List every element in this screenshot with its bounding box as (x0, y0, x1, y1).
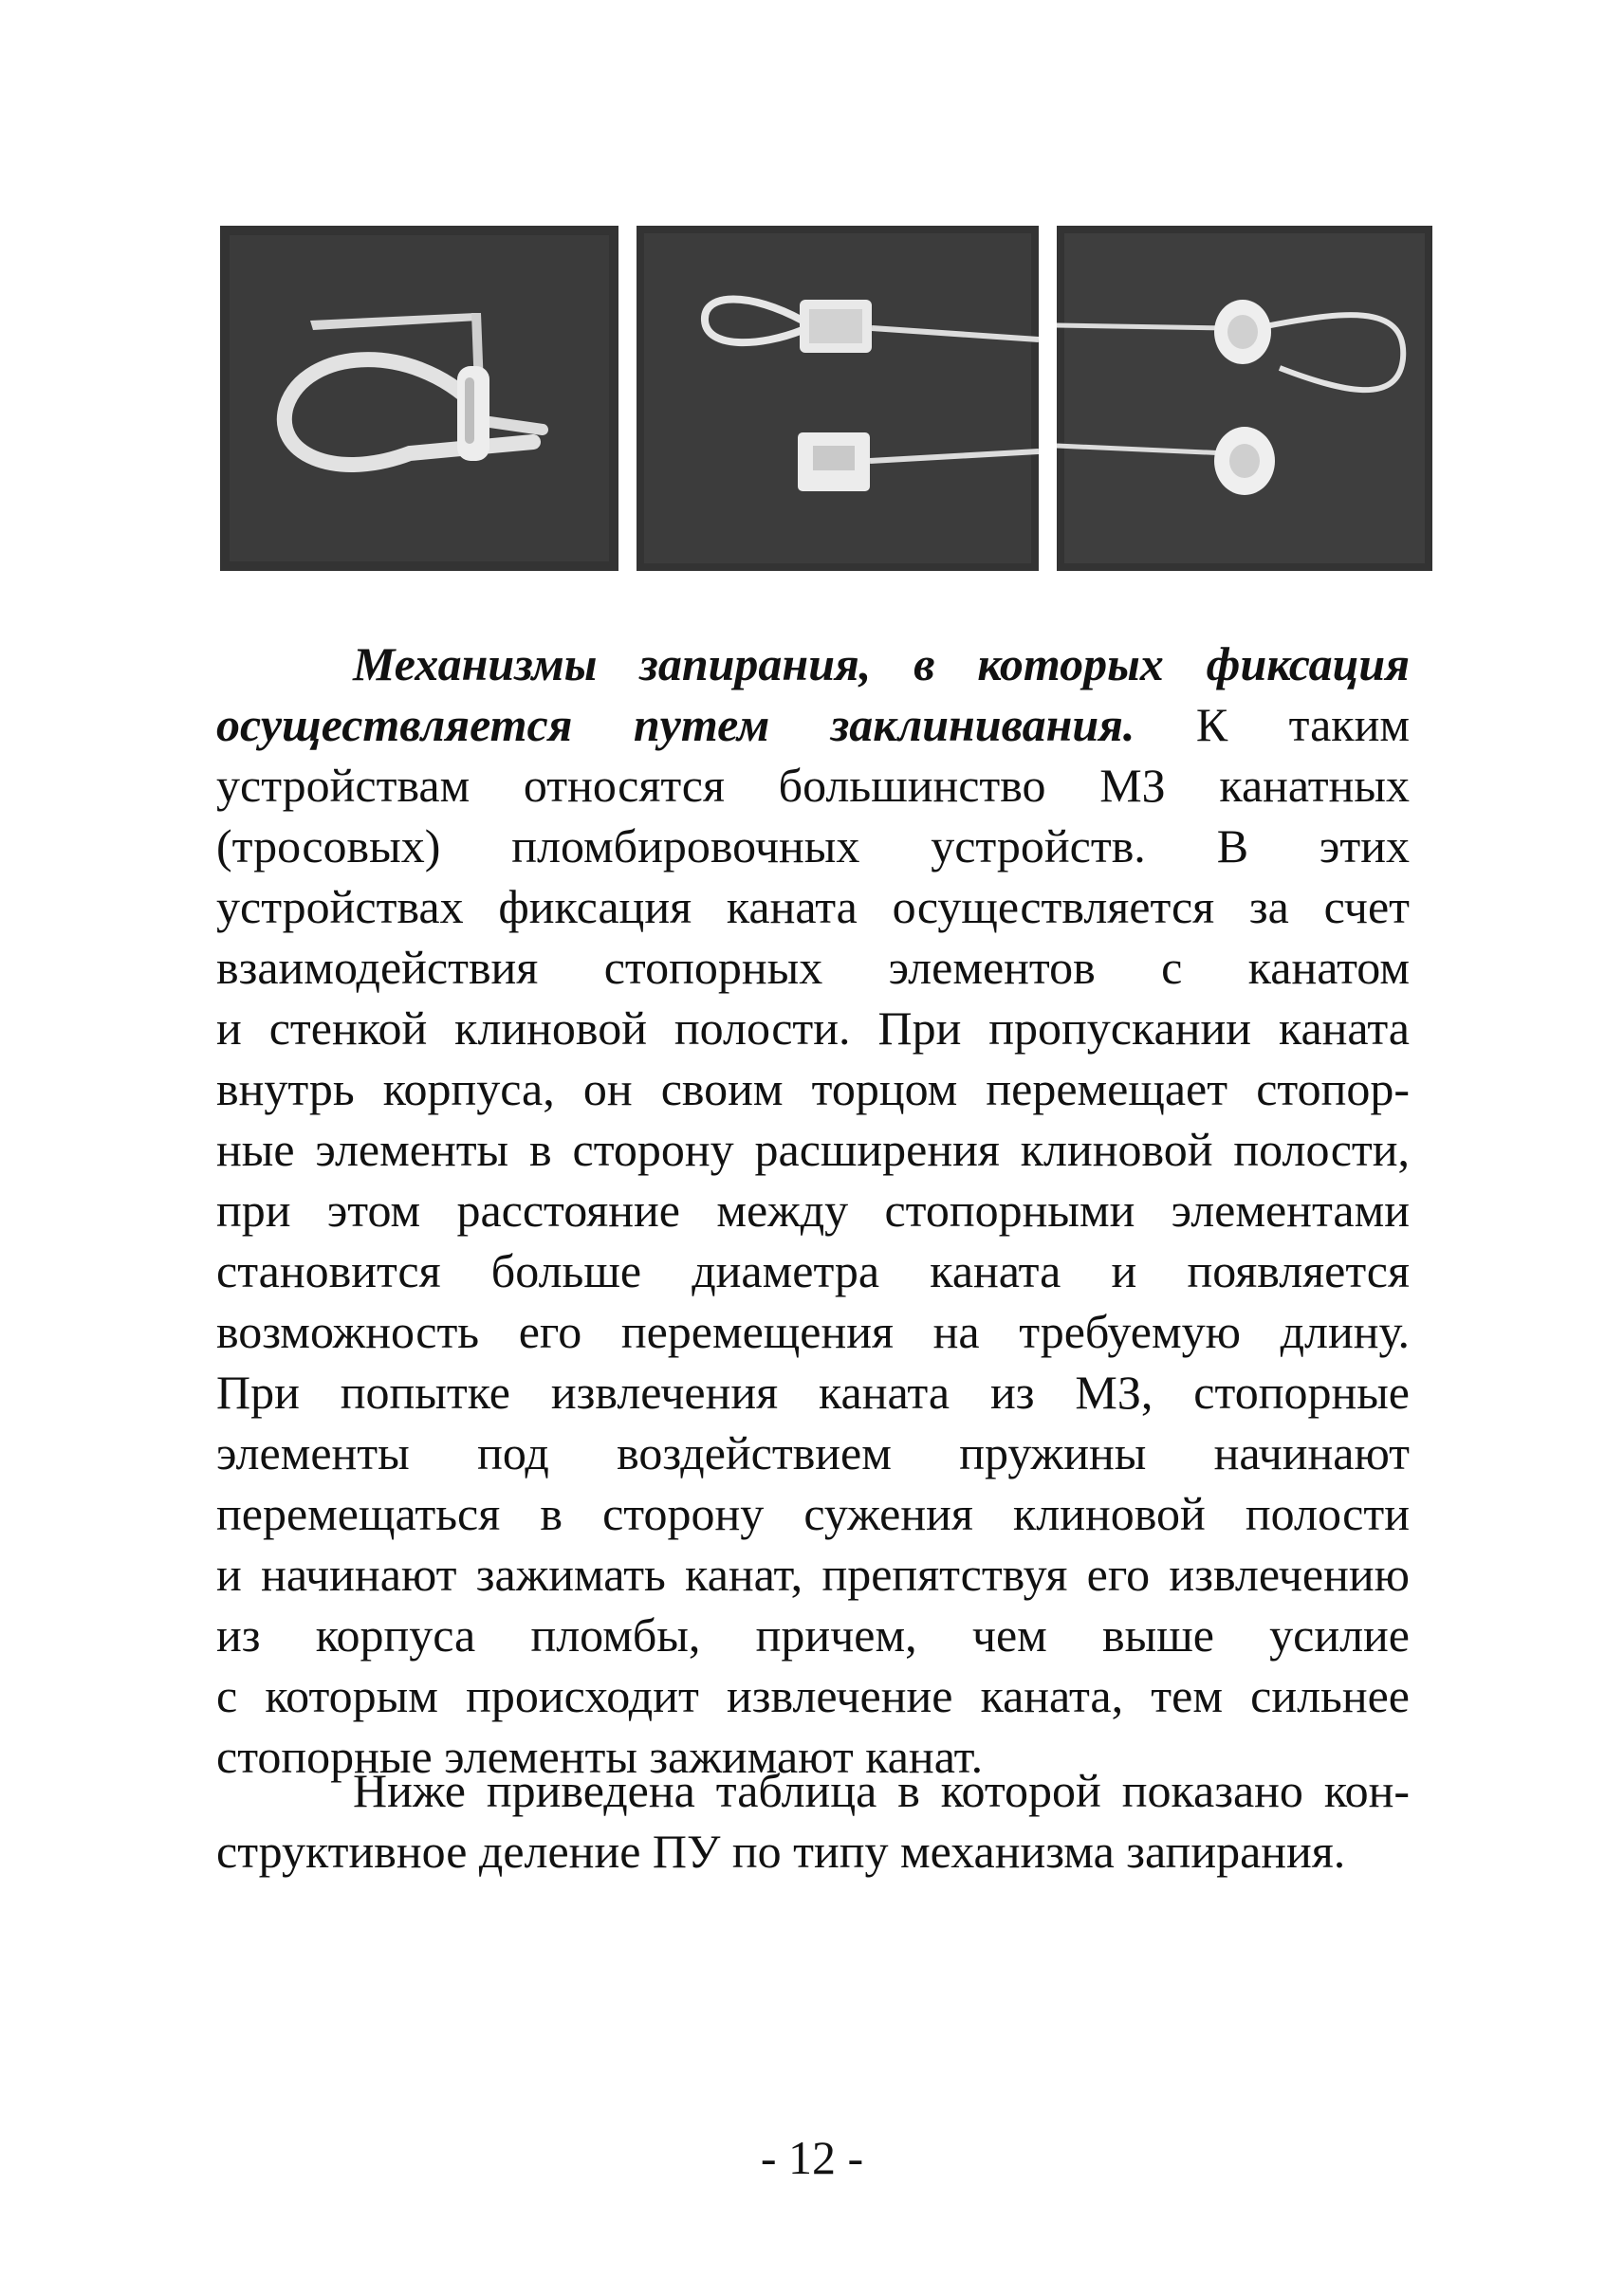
paragraph-line: становится больше диаметра каната и появляется (216, 1244, 1410, 1297)
page-number: - 12 - (760, 2131, 864, 2184)
paragraph-line: стопорные элементы зажимают канат. (216, 1730, 984, 1783)
paragraph-line: из корпуса пломбы, причем, чем выше усилие (216, 1608, 1410, 1662)
paragraph-line: структивное деление ПУ по типу механизма запирания. (216, 1825, 1346, 1878)
paragraph-line: элементы под воздействием пружины начинают (216, 1426, 1410, 1479)
paragraph-line (216, 634, 1410, 694)
paragraph-line: устройствах фиксация каната осуществляется за счет (216, 880, 1410, 933)
ribbon-seal-photo (220, 226, 618, 571)
paragraph-line: взаимодействия стопорных элементов с канатом (216, 941, 1410, 994)
paragraph-line: возможность его перемещения на требуемую длину. (216, 1305, 1410, 1358)
paragraph-line: и начинают зажимать канат, препятствуя его извлечению (216, 1548, 1410, 1601)
paragraph-line (216, 694, 1410, 755)
paragraph-line: с которым происходит извлечение каната, тем сильнее (216, 1669, 1410, 1722)
paragraph-line: и стенкой клиновой полости. При пропускании каната (216, 1001, 1410, 1055)
paragraph-line: при этом расстояние между стопорными элементами (216, 1184, 1410, 1237)
paragraph-line: устройствам относятся большинство МЗ канатных (216, 759, 1410, 812)
paragraph-locking-mechanisms (216, 634, 1410, 1787)
paragraph-line: внутрь корпуса, он своим торцом перемещает стопор- (216, 1062, 1410, 1115)
cable-round-seal-photo (1057, 226, 1432, 571)
paragraph-line: ные элементы в сторону расширения клиновой полости, (216, 1123, 1410, 1176)
paragraph-line: При попытке извлечения каната из МЗ, стопорные (216, 1366, 1410, 1419)
emphasized-heading-text: Механизмы запирания, в которых фиксация (353, 637, 1410, 690)
paragraph-line: (тросовых) пломбировочных устройств. В этих (216, 819, 1410, 872)
paragraph-text: К таким (1135, 698, 1410, 751)
paragraph-line: перемещаться в сторону сужения клиновой полости (216, 1487, 1410, 1540)
paragraph-line: Ниже приведена таблица в которой показано кон- (353, 1764, 1410, 1817)
cable-loop-seal-photo (637, 226, 1039, 571)
paragraph-table-intro (216, 1760, 1410, 1882)
emphasized-heading-text: осуществляется путем заклинивания. (216, 698, 1135, 751)
